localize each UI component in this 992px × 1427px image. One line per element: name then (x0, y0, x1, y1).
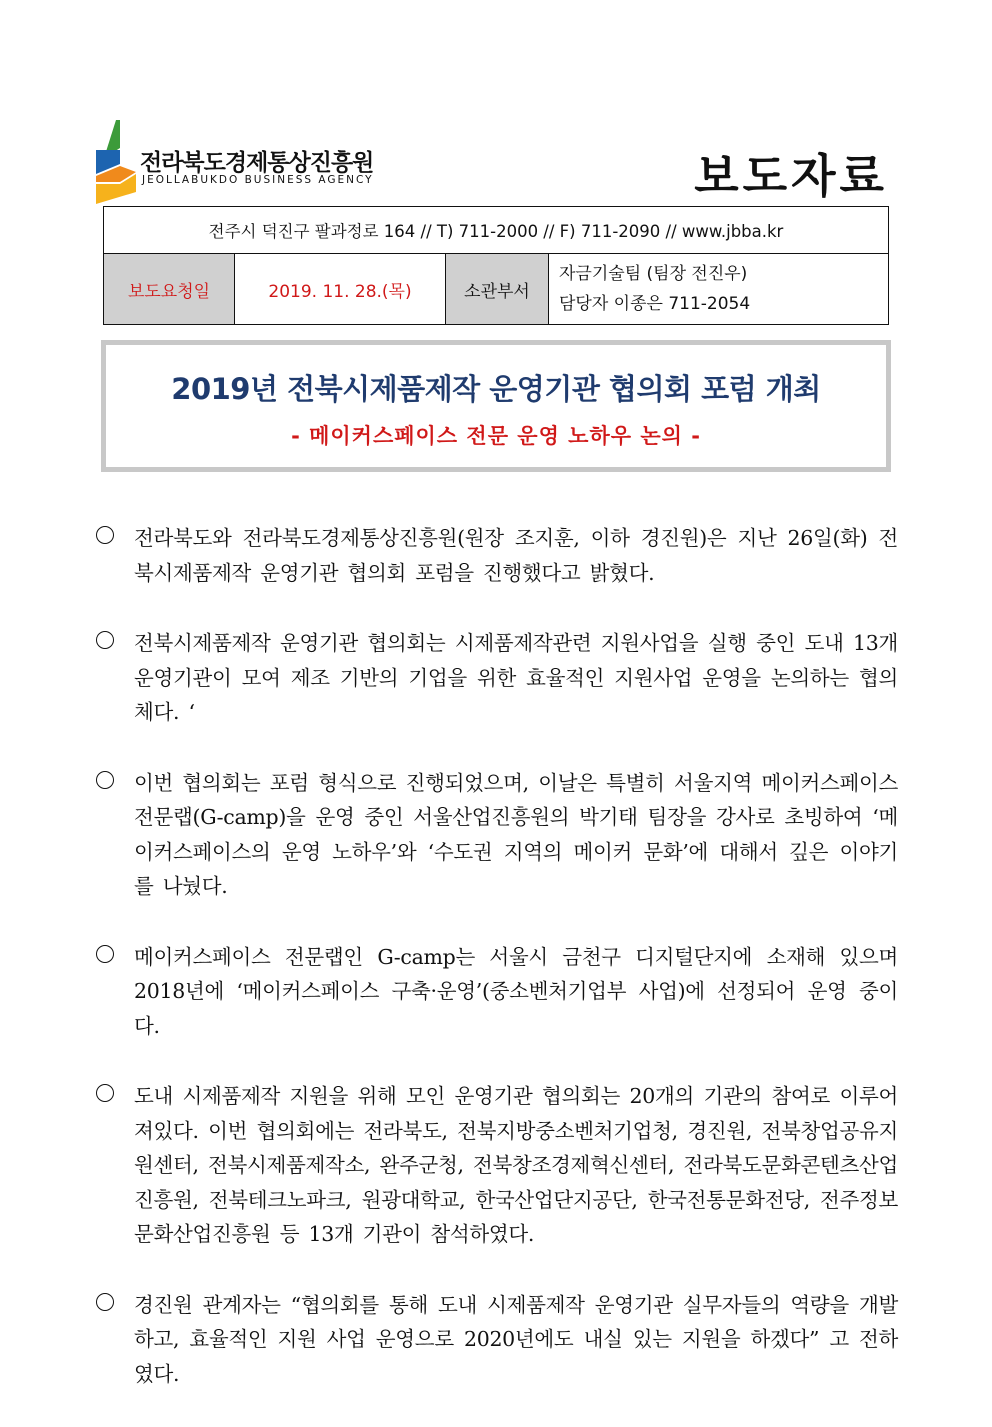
hollow-circle-bullet-icon (96, 945, 114, 963)
org-logo (96, 120, 396, 204)
paragraph-text: 경진원 관계자는 “협의회를 통해 도내 시제품제작 운영기관 실무자들의 역량을 개발하고, 효율적인 지원 사업 운영으로 2020년에도 내실 있는 지원을 하겠다” 고 전하였다. (134, 1292, 898, 1386)
org-name-ko: 전라북도경제통상진흥원 (140, 150, 374, 176)
dept-label: 소관부서 (446, 254, 549, 325)
meta-row (104, 254, 889, 325)
hollow-circle-bullet-icon (96, 526, 114, 544)
subheadline: - 메이커스페이스 전문 운영 노하우 논의 - (291, 424, 701, 448)
paragraph (94, 1288, 898, 1392)
paragraph-text: 메이커스페이스 전문랩인 G-camp는 서울시 금천구 디지털단지에 소재해 있으며 2018년에 ‘메이커스페이스 구축·운영’(중소벤처기업부 사업)에 선정되어 운영 중이다. (134, 944, 898, 1038)
paragraph-text: 이번 협의회는 포럼 형식으로 진행되었으며, 이날은 특별히 서울지역 메이커스페이스 전문랩(G-camp)을 운영 중인 서울산업진흥원의 박기태 팀장을 강사로 초빙하여 ‘메이커스페이스의 운영 노하우’와 ‘수도권 지역의 메이커 문화’에 대해서 깊은 이야기를 나눴다. (134, 770, 898, 898)
paragraph-text: 전북시제품제작 운영기관 협의회는 시제품제작관련 지원사업을 실행 중인 도내 13개 운영기관이 모여 제조 기반의 기업을 위한 효율적인 지원사업 운영을 논의하는 협의체다. ‘ (134, 631, 898, 724)
article-body (94, 521, 898, 1427)
headline-box (101, 340, 891, 472)
dept-team: 자금기술팀 (팀장 전진우) (559, 264, 748, 284)
paragraph (94, 521, 898, 590)
jbba-logo-icon (96, 120, 138, 204)
date-value: 2019. 11. 28.(목) (235, 254, 446, 325)
hollow-circle-bullet-icon (96, 631, 114, 649)
hollow-circle-bullet-icon (96, 771, 114, 789)
dept-contact (549, 254, 889, 325)
org-name-en: JEOLLABUKDO BUSINESS AGENCY (142, 174, 374, 186)
paragraph (94, 1079, 898, 1252)
paragraph-text: 도내 시제품제작 지원을 위해 모인 운영기관 협의회는 20개의 기관의 참여로 이루어져있다. 이번 협의회에는 전라북도, 전북지방중소벤처기업청, 경진원, 전북창업공유지원센터, 전북시제품제작소, 완주군청, 전북창조경제혁신센터, 전라북도문화콘텐츠산업진흥원, 전북테크노파크, 원광대학교, 한국산업단지공단, 한국전통문화전당, 전주정보문화산업진흥원 등 13개 기관이 참석하였다. (134, 1084, 898, 1246)
paragraph-text: 전라북도와 전라북도경제통상진흥원(원장 조지훈, 이하 경진원)은 지난 26일(화) 전북시제품제작 운영기관 협의회 포럼을 진행했다고 밝혔다. (134, 526, 898, 585)
paragraph (94, 766, 898, 904)
hollow-circle-bullet-icon (96, 1293, 114, 1311)
address-row (104, 207, 889, 254)
paragraph (94, 626, 898, 730)
doc-type-title: 보도자료 (694, 149, 888, 203)
paragraph (94, 940, 898, 1044)
address-line: 전주시 덕진구 팔과정로 164 // T) 711-2000 // F) 711-2090 // www.jbba.kr (104, 207, 889, 254)
hollow-circle-bullet-icon (96, 1084, 114, 1102)
dept-contact-person: 담당자 이종은 711-2054 (559, 294, 751, 314)
date-label: 보도요청일 (104, 254, 235, 325)
info-table (103, 206, 889, 325)
headline: 2019년 전북시제품제작 운영기관 협의회 포럼 개최 (171, 372, 821, 406)
